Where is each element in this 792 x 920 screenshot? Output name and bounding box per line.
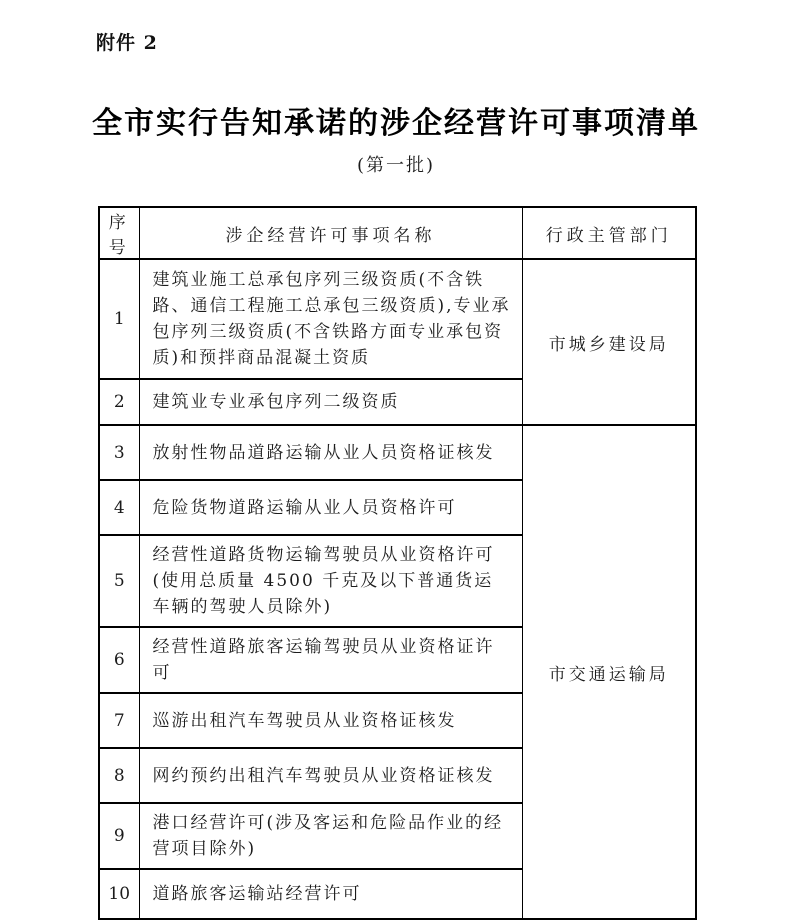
column-header-no: 序号 xyxy=(99,207,139,259)
row-number-cell: 2 xyxy=(99,379,139,425)
table-row xyxy=(99,259,696,379)
license-item-cell: 网约预约出租汽车驾驶员从业资格证核发 xyxy=(139,748,522,803)
column-header-item-name: 涉企经营许可事项名称 xyxy=(139,207,522,259)
page-title: 全市实行告知承诺的涉企经营许可事项清单 xyxy=(92,106,700,141)
table-body xyxy=(99,259,696,919)
department-cell: 市城乡建设局 xyxy=(522,259,696,425)
row-number-cell: 3 xyxy=(99,425,139,480)
license-item-cell: 建筑业施工总承包序列三级资质(不含铁路、通信工程施工总承包三级资质),专业承包序列三级资质(不含铁路方面专业承包资质)和预拌商品混凝土资质 xyxy=(139,259,522,379)
license-item-cell: 港口经营许可(涉及客运和危险品作业的经营项目除外) xyxy=(139,803,522,869)
row-number-cell: 8 xyxy=(99,748,139,803)
page-subtitle: (第一批) xyxy=(356,155,436,176)
license-item-cell: 危险货物道路运输从业人员资格许可 xyxy=(139,480,522,535)
column-header-department: 行政主管部门 xyxy=(522,207,696,259)
row-number-cell: 9 xyxy=(99,803,139,869)
department-cell: 市交通运输局 xyxy=(522,425,696,919)
license-item-cell: 巡游出租汽车驾驶员从业资格证核发 xyxy=(139,693,522,748)
table-header-row xyxy=(99,207,696,259)
attachment-label: 附件 2 xyxy=(96,32,158,54)
row-number-cell: 4 xyxy=(99,480,139,535)
row-number-cell: 6 xyxy=(99,627,139,693)
license-item-cell: 道路旅客运输站经营许可 xyxy=(139,869,522,919)
license-item-cell: 经营性道路旅客运输驾驶员从业资格证许可 xyxy=(139,627,522,693)
license-item-cell: 建筑业专业承包序列二级资质 xyxy=(139,379,522,425)
row-number-cell: 5 xyxy=(99,535,139,627)
table-row xyxy=(99,425,696,480)
license-item-cell: 放射性物品道路运输从业人员资格证核发 xyxy=(139,425,522,480)
row-number-cell: 7 xyxy=(99,693,139,748)
row-number-cell: 10 xyxy=(99,869,139,919)
license-item-cell: 经营性道路货物运输驾驶员从业资格许可(使用总质量 4500 千克及以下普通货运车辆的驾驶人员除外) xyxy=(139,535,522,627)
row-number-cell: 1 xyxy=(99,259,139,379)
license-items-table xyxy=(98,206,697,920)
